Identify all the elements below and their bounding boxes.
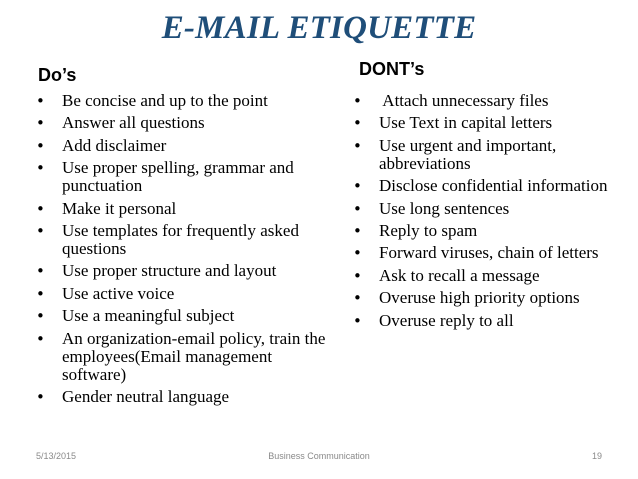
bullet-icon: • <box>353 266 362 285</box>
donts-item <box>353 137 618 173</box>
dos-item-text: Make it personal <box>62 198 177 218</box>
bullet-icon: • <box>36 307 45 326</box>
donts-list <box>353 92 618 334</box>
dos-item-text: Be concise and up to the point <box>62 91 268 110</box>
footer-date: 5/13/2015 <box>36 451 77 461</box>
bullet-icon: • <box>353 92 362 110</box>
donts-item-text: Disclose confidential information <box>379 176 608 196</box>
dos-item-text: Answer all questions <box>62 113 205 133</box>
donts-item <box>353 312 618 330</box>
donts-item-text: Use urgent and important, abbreviations <box>379 135 557 173</box>
dos-item <box>36 307 326 325</box>
dos-item <box>36 137 326 155</box>
dos-heading: Do’s <box>38 65 77 85</box>
bullet-icon: • <box>36 159 45 178</box>
dos-item-text: An organization-email policy, train the employees(Email management software) <box>62 328 326 384</box>
page-number: 19 <box>591 451 602 461</box>
bullet-icon: • <box>36 262 45 281</box>
dos-item <box>36 159 326 195</box>
donts-item <box>353 244 618 262</box>
donts-heading: DONT’s <box>359 59 425 79</box>
dos-item <box>36 285 326 303</box>
dos-item <box>36 262 326 280</box>
donts-item-text: Use Text in capital letters <box>379 113 553 133</box>
footer-title: Business Communication <box>268 451 370 461</box>
donts-item-text: Overuse high priority options <box>379 288 580 308</box>
bullet-icon: • <box>36 92 45 110</box>
donts-item-text: Reply to spam <box>379 220 478 240</box>
donts-item <box>353 92 618 110</box>
dos-item <box>36 330 326 384</box>
bullet-icon: • <box>353 244 362 263</box>
donts-item-text: Attach unnecessary files <box>379 91 549 110</box>
donts-item-text: Use long sentences <box>379 198 510 218</box>
bullet-icon: • <box>353 199 362 218</box>
bullet-icon: • <box>36 136 45 155</box>
donts-item <box>353 222 618 240</box>
dos-item-text: Use active voice <box>62 283 175 303</box>
bullet-icon: • <box>36 284 45 303</box>
dos-item <box>36 114 326 132</box>
bullet-icon: • <box>36 387 45 406</box>
bullet-icon: • <box>353 136 362 155</box>
donts-item <box>353 177 618 195</box>
slide-title: E-MAIL ETIQUETTE <box>161 10 477 46</box>
donts-item-text: Ask to recall a message <box>379 265 540 285</box>
donts-item-text: Overuse reply to all <box>379 310 514 330</box>
bullet-icon: • <box>36 221 45 240</box>
donts-item <box>353 267 618 285</box>
bullet-icon: • <box>353 177 362 196</box>
donts-item <box>353 289 618 307</box>
dos-item-text: Gender neutral language <box>62 386 230 406</box>
dos-item <box>36 388 326 406</box>
bullet-icon: • <box>353 311 362 330</box>
donts-item-text: Forward viruses, chain of letters <box>379 243 599 263</box>
bullet-icon: • <box>353 114 362 133</box>
dos-item <box>36 92 326 110</box>
donts-item <box>353 200 618 218</box>
dos-list <box>36 92 326 410</box>
bullet-icon: • <box>36 199 45 218</box>
dos-item-text: Use templates for frequently asked questions <box>62 220 299 258</box>
bullet-icon: • <box>353 289 362 308</box>
dos-item-text: Use a meaningful subject <box>62 306 235 326</box>
bullet-icon: • <box>36 329 45 348</box>
donts-item <box>353 114 618 132</box>
dos-item-text: Use proper structure and layout <box>62 261 277 281</box>
dos-item <box>36 222 326 258</box>
bullet-icon: • <box>353 221 362 240</box>
bullet-icon: • <box>36 114 45 133</box>
dos-item <box>36 200 326 218</box>
dos-item-text: Use proper spelling, grammar and punctuation <box>62 158 294 196</box>
dos-item-text: Add disclaimer <box>62 135 167 155</box>
